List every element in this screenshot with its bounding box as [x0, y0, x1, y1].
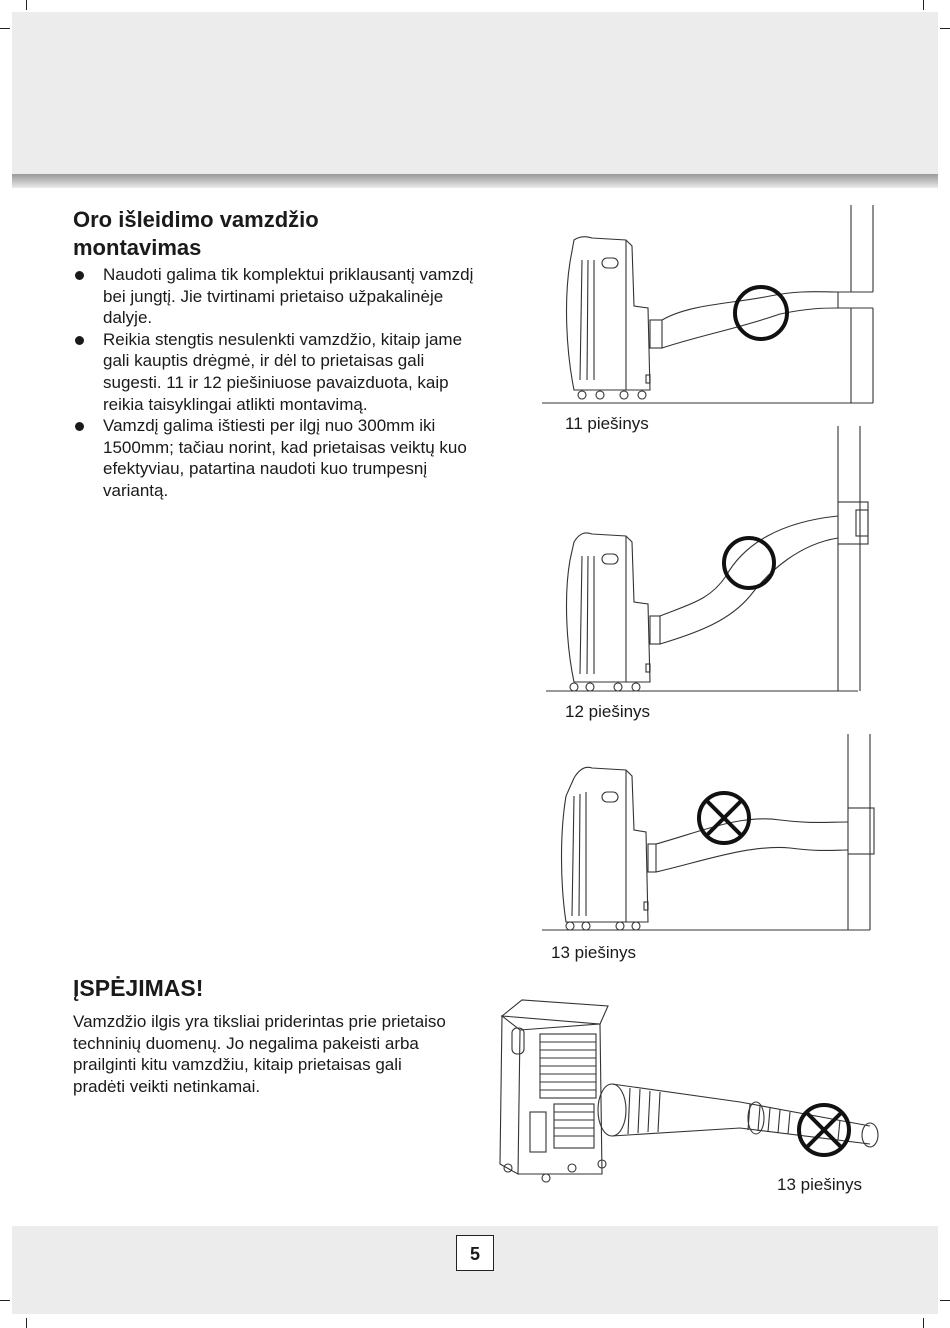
figure-caption: 12 piešinys — [565, 702, 651, 721]
crop-mark — [923, 0, 924, 10]
figure-caption: 11 piešinys — [565, 414, 649, 433]
figure-12-illustration — [540, 424, 880, 696]
page-number: 5 — [456, 1235, 494, 1271]
crop-mark — [26, 1318, 27, 1328]
figure-caption: 13 piešinys — [777, 1175, 863, 1194]
header-band — [12, 12, 938, 180]
list-item: Vamzdį galima ištiesti per ilgį nuo 300mm iki 1500mm; tačiau norint, kad prietaisas veiktų kuo efektyviau, patartina naudoti kuo trumpesnį variantą. — [73, 415, 483, 501]
crop-mark — [0, 28, 10, 29]
instruction-list — [73, 264, 483, 502]
figure-caption: 13 piešinys — [551, 943, 637, 962]
header-divider — [12, 174, 938, 188]
figure-13-illustration — [540, 732, 880, 936]
crop-mark — [0, 1300, 10, 1301]
crop-mark — [940, 28, 950, 29]
warning-title: ĮSPĖJIMAS! — [73, 975, 204, 1001]
warning-text: Vamzdžio ilgis yra tiksliai priderintas prie prietaiso techninių duomenų. Jo negalima pakeisti arba prailginti kitu vamzdžiu, kitaip prietaisas gali pradėti veikti netinkamai. — [73, 1012, 446, 1096]
list-item: Reikia stengtis nesulenkti vamzdžio, kitaip jame gali kauptis drėgmė, ir dėl to prietaisas gali sugesti. 11 ir 12 piešiniuose pavaizduota, kaip reikia taisyklingai atlikti montavimą. — [73, 329, 483, 415]
figure-13b-illustration — [490, 994, 890, 1188]
crop-mark — [26, 0, 27, 10]
list-item: Naudoti galima tik komplektui priklausantį vamzdį bei jungtį. Jie tvirtinami prietaiso užpakalinėje dalyje. — [73, 264, 483, 329]
crop-mark — [923, 1318, 924, 1328]
section-title: Oro išleidimo vamzdžio montavimas — [73, 207, 319, 260]
figure-11-illustration — [540, 200, 880, 410]
crop-mark — [940, 1300, 950, 1301]
